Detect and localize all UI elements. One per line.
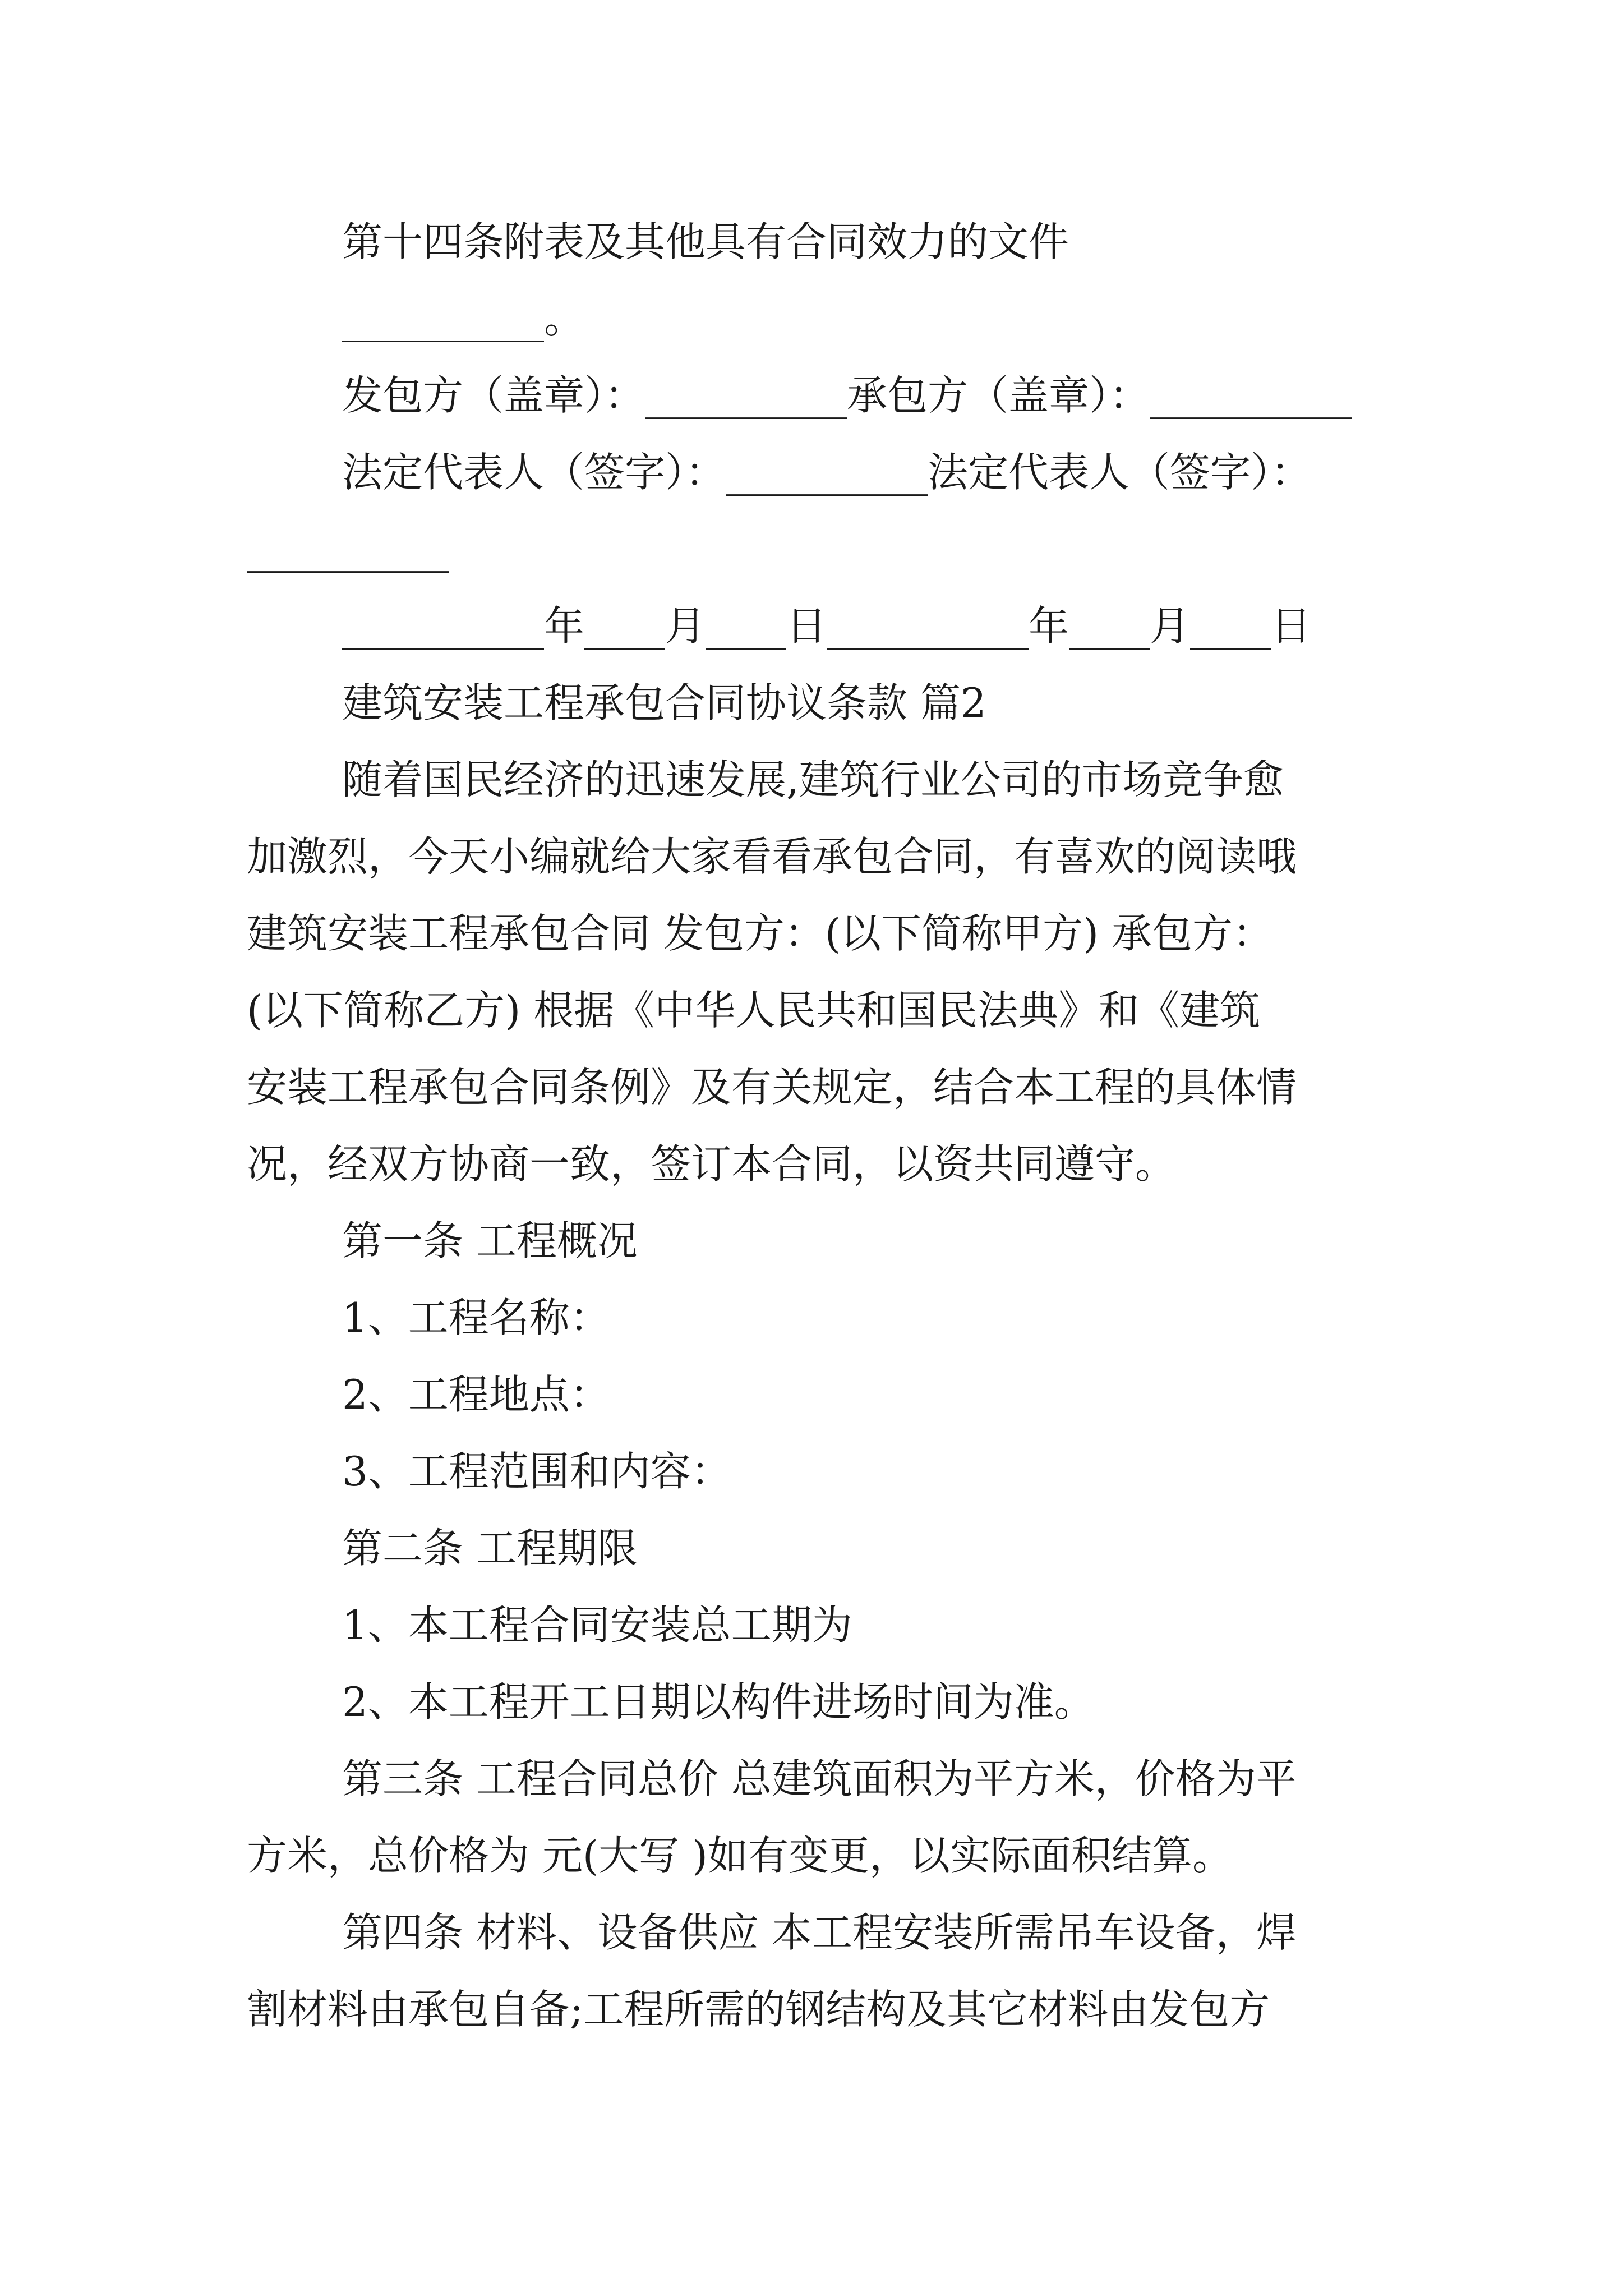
article-2-heading: 第二条 工程期限 <box>342 1525 638 1572</box>
blank-line: __________。 <box>342 295 585 342</box>
article-1-heading: 第一条 工程概况 <box>342 1217 638 1264</box>
intro-paragraph-line: 况，经双方协商一致，签订本合同，以资共同遵守。 <box>247 1140 1176 1188</box>
section-heading: 建筑安装工程承包合同协议条款 篇2 <box>342 679 986 726</box>
article-3-line: 方米，总价格为 元(大写 )如有变更，以实际面积结算。 <box>247 1832 1233 1879</box>
article-4-line: 割材料由承包自备;工程所需的钢结构及其它材料由发包方 <box>247 1986 1270 2033</box>
article-4-line: 第四条 材料、设备供应 本工程安装所需吊车设备，焊 <box>342 1909 1297 1956</box>
intro-paragraph-line: 建筑安装工程承包合同 发包方：(以下简称甲方) 承包方： <box>247 910 1273 957</box>
intro-paragraph-line: 加激烈，今天小编就给大家看看承包合同，有喜欢的阅读哦 <box>247 833 1297 880</box>
article-2-item: 2、本工程开工日期以构件进场时间为准。 <box>342 1678 1095 1726</box>
clause-14-title: 第十四条附表及其他具有合同效力的文件 <box>342 218 1069 265</box>
intro-paragraph-line: 安装工程承包合同条例》及有关规定，结合本工程的具体情 <box>247 1064 1297 1111</box>
signature-blank-continuation: __________ <box>247 526 449 573</box>
article-1-item: 3、工程范围和内容： <box>342 1448 731 1495</box>
intro-paragraph-line: 随着国民经济的迅速发展,建筑行业公司的市场竞争愈 <box>342 756 1284 803</box>
article-3-line: 第三条 工程合同总价 总建筑面积为平方米，价格为平 <box>342 1755 1297 1802</box>
intro-paragraph-line: (以下简称乙方) 根据《中华人民共和国民法典》和《建筑 <box>247 987 1261 1034</box>
article-1-item: 2、工程地点： <box>342 1371 610 1418</box>
signature-seal-line: 发包方（盖章）：__________承包方（盖章）：__________ <box>342 372 1352 419</box>
article-1-item: 1、工程名称： <box>342 1294 610 1341</box>
article-2-item: 1、本工程合同安装总工期为 <box>342 1602 852 1649</box>
date-line: __________年____月____日__________年____月____日 <box>342 602 1311 650</box>
signature-representative-line: 法定代表人（签字）：__________法定代表人（签字）： <box>342 449 1312 496</box>
